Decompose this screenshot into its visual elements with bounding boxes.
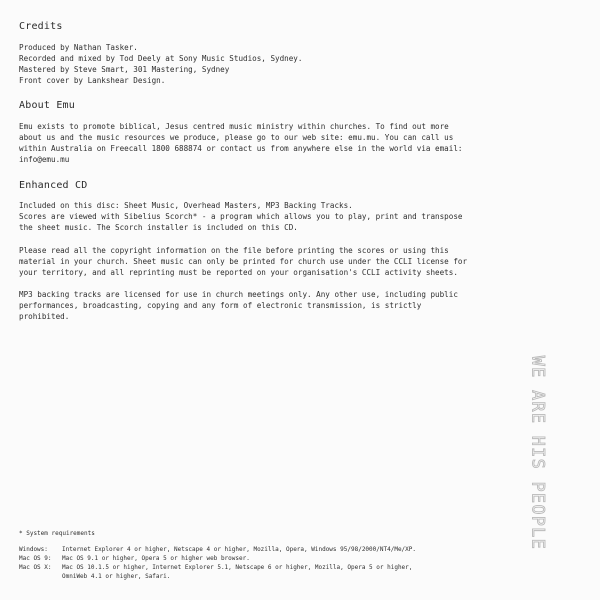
requirements-windows-text: Internet Explorer 4 or higher, Netscape 4 or higher, Mozilla, Opera, Windows 95/98/2000/NT4/Me/XP. bbox=[62, 546, 417, 553]
requirements-macx-text-2: OmniWeb 4.1 or higher, Safari. bbox=[62, 573, 171, 580]
about-line-2: about us and the music resources we produce, please go to our web site: emu.mu. You can call us bbox=[19, 133, 454, 142]
enhanced-p1-line-2: Scores are viewed with Sibelius Scorch* - a program which allows you to play, print and transpose bbox=[19, 212, 463, 221]
credits-line-mastering: Mastered by Steve Smart, 301 Mastering, Sydney bbox=[19, 65, 230, 74]
credits-line-recording: Recorded and mixed by Tod Deely at Sony Music Studios, Sydney. bbox=[19, 54, 303, 63]
enhanced-p2-line-2: material in your church. Sheet music can only be printed for church use under the CCLI license for bbox=[19, 257, 468, 266]
about-line-3: within Australia on Freecall 1800 688874 or contact us from anywhere else in the world via email: bbox=[19, 144, 463, 153]
credits-line-cover: Front cover by Lankshear Design. bbox=[19, 76, 166, 85]
requirements-macx-label: Mac OS X: bbox=[19, 564, 52, 571]
about-title: About Emu bbox=[19, 100, 75, 111]
enhanced-p3-line-1: MP3 backing tracks are licensed for use in church meetings only. Any other use, including public bbox=[19, 290, 458, 299]
requirements-macx-text: Mac OS 10.1.5 or higher, Internet Explorer 5.1, Netscape 6 or higher, Mozilla, Opera 5 or higher, bbox=[62, 564, 413, 571]
logo-text: WE ARE HIS PEOPLE bbox=[528, 355, 548, 550]
requirements-title: * System requirements bbox=[19, 530, 95, 537]
enhanced-p3-line-2: performances, broadcasting, copying and any form of electronic transmission, is strictly bbox=[19, 301, 422, 310]
about-line-1: Emu exists to promote biblical, Jesus centred music ministry within churches. To find out more bbox=[19, 122, 449, 131]
enhanced-p1-line-3: the sheet music. The Scorch installer is included on this CD. bbox=[19, 223, 298, 232]
about-line-email: info@emu.mu bbox=[19, 155, 70, 164]
enhanced-p3-line-3: prohibited. bbox=[19, 312, 70, 321]
enhanced-title: Enhanced CD bbox=[19, 180, 88, 191]
credits-title: Credits bbox=[19, 21, 63, 32]
enhanced-p2-line-1: Please read all the copyright information on the file before printing the scores or using this bbox=[19, 246, 449, 255]
we-are-his-people-logo bbox=[528, 330, 548, 575]
requirements-mac9-label: Mac OS 9: bbox=[19, 555, 52, 562]
requirements-windows-label: Windows: bbox=[19, 546, 48, 553]
credits-line-producer: Produced by Nathan Tasker. bbox=[19, 43, 138, 52]
enhanced-p2-line-3: your territory, and all reprinting must be reported on your organisation's CCLI activity sheets. bbox=[19, 268, 458, 277]
enhanced-p1-line-1: Included on this disc: Sheet Music, Overhead Masters, MP3 Backing Tracks. bbox=[19, 201, 353, 210]
requirements-mac9-text: Mac OS 9.1 or higher, Opera 5 or higher web browser. bbox=[62, 555, 250, 562]
